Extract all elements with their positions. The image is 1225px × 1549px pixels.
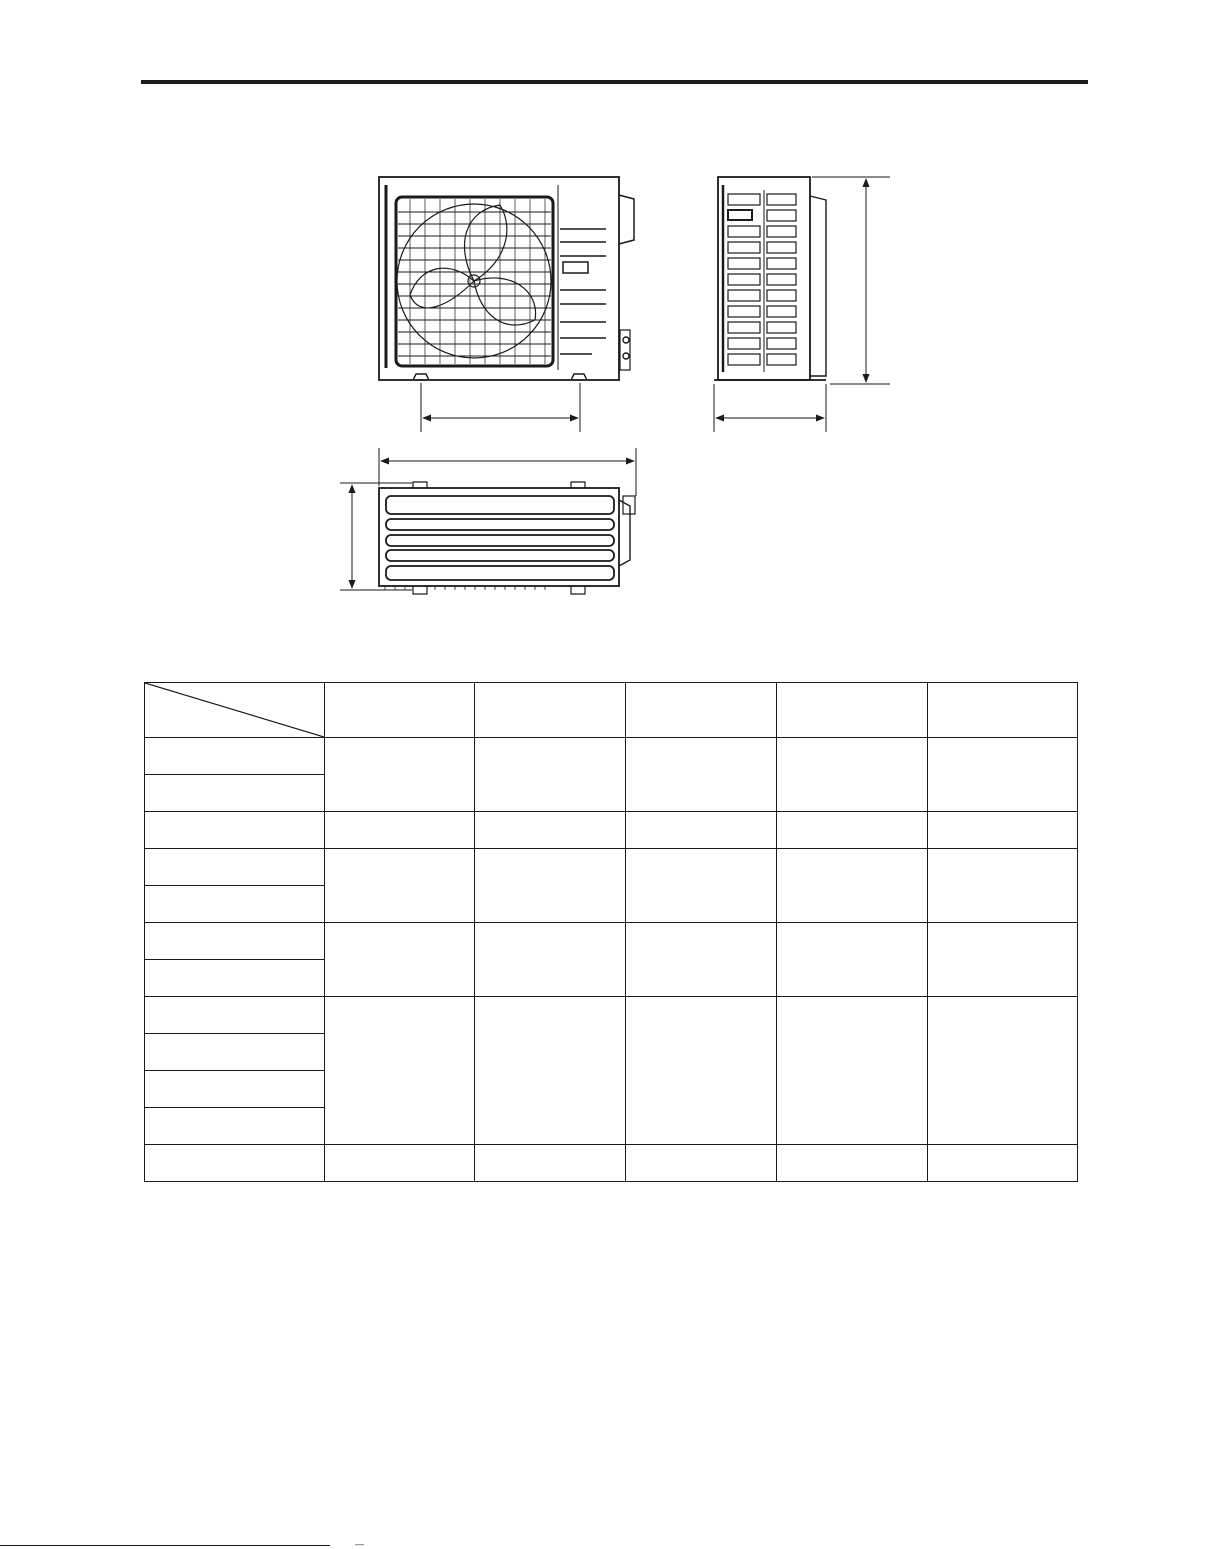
side-view (714, 177, 890, 432)
value-cell (777, 849, 928, 923)
row-label-cell (145, 1108, 325, 1145)
table-header-row (145, 683, 1078, 738)
header-cell (475, 683, 626, 738)
value-cell (325, 849, 475, 923)
row-label-cell (145, 849, 325, 886)
value-cell (928, 738, 1078, 812)
row-label-cell (145, 886, 325, 923)
row-label-cell (145, 1071, 325, 1108)
value-cell (475, 849, 626, 923)
value-cell (475, 923, 626, 997)
row-label-cell (145, 1034, 325, 1071)
row-label-cell (145, 812, 325, 849)
dimension-table (144, 682, 1078, 1182)
header-cell (777, 683, 928, 738)
header-cell (928, 683, 1078, 738)
table-row (145, 849, 1078, 886)
value-cell (325, 812, 475, 849)
row-label-cell (145, 960, 325, 997)
value-cell (777, 923, 928, 997)
row-label-cell (145, 1145, 325, 1182)
value-cell (928, 849, 1078, 923)
value-cell (777, 997, 928, 1145)
value-cell (626, 738, 777, 812)
bottom-rule (0, 1545, 330, 1546)
value-cell (626, 923, 777, 997)
front-view (379, 177, 634, 432)
value-cell (626, 1145, 777, 1182)
table-row (145, 1145, 1078, 1182)
value-cell (325, 1145, 475, 1182)
diagonal-divider (145, 683, 324, 737)
header-cell (626, 683, 777, 738)
value-cell (928, 997, 1078, 1145)
value-cell (626, 812, 777, 849)
value-cell (475, 1145, 626, 1182)
value-cell (325, 923, 475, 997)
header-cell (325, 683, 475, 738)
table-row (145, 812, 1078, 849)
value-cell (325, 997, 475, 1145)
row-label-cell (145, 997, 325, 1034)
value-cell (626, 849, 777, 923)
value-cell (928, 812, 1078, 849)
value-cell (325, 738, 475, 812)
value-cell (475, 997, 626, 1145)
top-view (340, 448, 636, 594)
header-corner-cell (145, 683, 325, 738)
table-row (145, 923, 1078, 960)
value-cell (475, 738, 626, 812)
table-row (145, 997, 1078, 1034)
row-label-cell (145, 738, 325, 775)
table-row (145, 738, 1078, 775)
footer-mark: — (355, 1539, 364, 1549)
value-cell (475, 812, 626, 849)
row-label-cell (145, 923, 325, 960)
value-cell (626, 997, 777, 1145)
value-cell (777, 738, 928, 812)
value-cell (928, 923, 1078, 997)
value-cell (777, 1145, 928, 1182)
value-cell (928, 1145, 1078, 1182)
value-cell (777, 812, 928, 849)
row-label-cell (145, 775, 325, 812)
unit-dimension-drawing (0, 0, 1225, 680)
